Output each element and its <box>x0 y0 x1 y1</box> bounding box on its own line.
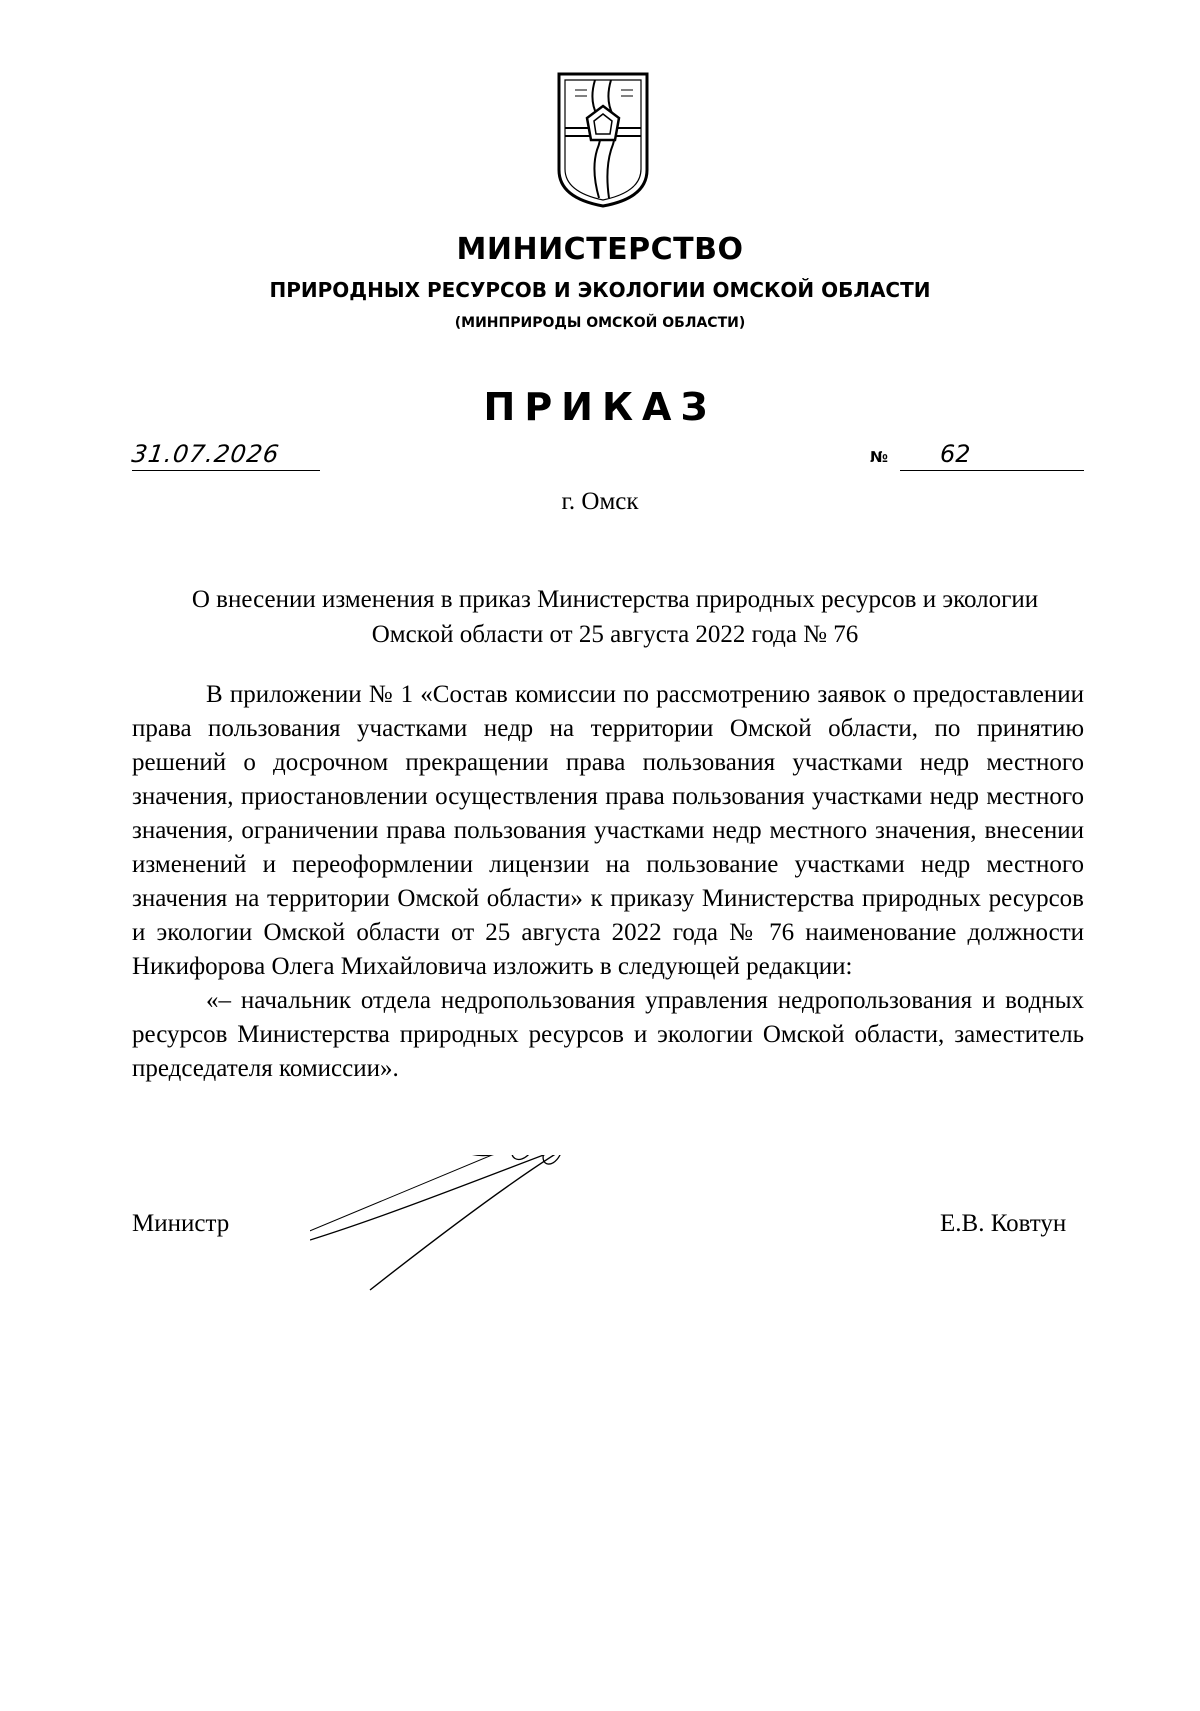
signer-role: Министр <box>132 1210 230 1237</box>
document-date: 31.07.2026 <box>130 440 282 468</box>
ministry-subtitle: ПРИРОДНЫХ РЕСУРСОВ И ЭКОЛОГИИ ОМСКОЙ ОБЛАСТИ <box>269 278 931 302</box>
signer-name: Е.В. Ковтун <box>940 1210 1067 1237</box>
ministry-title: МИНИСТЕРСТВО <box>456 232 744 267</box>
document-body <box>132 678 1084 1086</box>
body-paragraph: «– начальник отдела недропользования управления недропользования и водных ресурсов Министерства природных ресурсов и экологии Омской области, заместитель председателя комиссии». <box>132 987 1084 1082</box>
document-type: ПРИКАЗ <box>483 385 717 429</box>
number-label: № <box>870 448 889 466</box>
city: г. Омск <box>561 488 639 515</box>
handwritten-signature <box>310 1155 730 1405</box>
body-paragraph: В приложении № 1 «Состав комиссии по рассмотрению заявок о предоставлении права пользования участками недр на территории Омской области, по принятию решений о досрочном прекращении права пользования участками недр местного значения, приостановлении осуществления права пользования участками недр местного значения, ограничении права пользования участками недр местного значения, внесении изменений и переоформлении лицензии на пользование участками недр местного значения на территории Омской области» к приказу Министерства природных ресурсов и экологии Омской области от 25 августа 2022 года № 76 наименование должности Никифорова Олега Михайловича изложить в следующей редакции: <box>132 681 1084 980</box>
document-number: 62 <box>940 440 971 468</box>
number-field <box>900 440 1084 471</box>
date-field <box>132 440 320 471</box>
document-subject: О внесении изменения в приказ Министерства природных ресурсов и экологии Омской области от 25 августа 2022 года № 76 <box>191 586 1039 648</box>
coat-of-arms-icon <box>555 70 651 210</box>
ministry-short-name: (МИНПРИРОДЫ ОМСКОЙ ОБЛАСТИ) <box>454 315 746 331</box>
